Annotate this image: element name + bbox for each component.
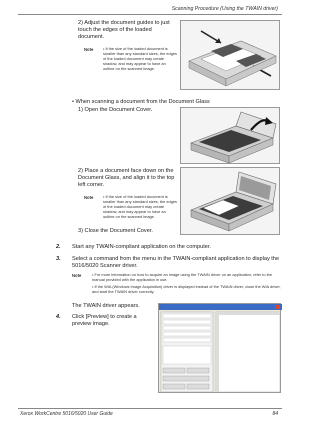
step-open-cover: 1) Open the Document Cover. (78, 107, 153, 113)
footer-guide-title: Xerox WorkCentre 5016/5020 User Guide (20, 411, 113, 417)
step-2-text: Start any TWAIN-compliant application on the computer. (72, 244, 211, 250)
step-4-text: Click [Preview] to create a preview image. (72, 314, 137, 328)
step-2-number: 2. (56, 244, 61, 250)
header-rule (18, 14, 282, 15)
step-3-text: Select a command from the menu in the TWAIN-compliant application to display the 5016/5020 Scanner driver. (72, 256, 280, 270)
step-place-document: 2) Place a document face down on the Document Glass, and align it to the top left corner. (78, 168, 175, 189)
step-3-number: 3. (56, 256, 61, 262)
step-close-cover: 3) Close the Document Cover. (78, 228, 153, 234)
place-document-illustration (180, 167, 280, 235)
note1-text: • If the size of the loaded document is smaller than any standard sizes, the edges of the loaded document may create shadow, and may appear to have an outline on the scanned image. (103, 46, 177, 71)
twain-appears-text: The TWAIN driver appears. (72, 303, 140, 309)
open-cover-illustration (180, 107, 280, 164)
step-adjust-guides: 2) Adjust the document guides to just touch the edges of the loaded document. (78, 20, 170, 41)
document-glass-intro: • When scanning a document from the Document Glass (72, 99, 210, 105)
note3-label: Note (72, 273, 82, 278)
note2-label: Note (84, 195, 94, 200)
footer-rule (18, 408, 282, 409)
feeder-guides-illustration (180, 20, 280, 90)
note1-label: Note (84, 47, 94, 52)
note3-item-2: • If the WIA (Windows Image Acquisition) driver is displayed instead of the TWAIN driver, close the WIA driver, and start the TWAIN driver correctly. (92, 284, 281, 294)
step-4-number: 4. (56, 314, 61, 320)
note2-text: • If the size of the loaded document is smaller than any standard sizes, the edges of the loaded document may create shadow, and may appear to have an outline on the scanned image. (103, 194, 177, 219)
footer-page-number: 84 (272, 411, 278, 417)
page-header-title: Scanning Procedure (Using the TWAIN driver) (171, 6, 278, 12)
note3-item-1: • For more information on how to acquire an image using the TWAIN driver on an application, refer to the manual provided with the application in use. (92, 272, 272, 282)
twain-dialog-screenshot (158, 303, 281, 393)
